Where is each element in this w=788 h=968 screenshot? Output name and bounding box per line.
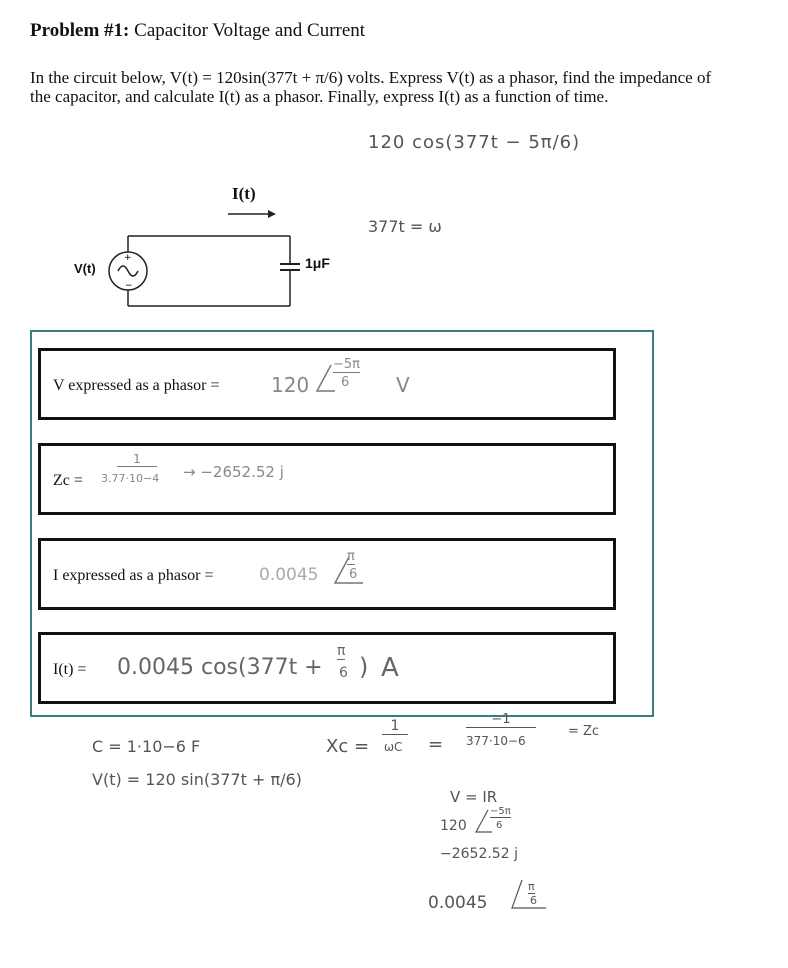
problem-title-bold: Problem #1:: [30, 20, 130, 41]
note-xc-rhs: = Zc: [568, 724, 600, 739]
i-phasor-magnitude: 0.0045: [259, 565, 319, 585]
problem-title: [30, 20, 365, 42]
it-unit: A: [381, 653, 399, 683]
problem-description: In the circuit below, V(t) = 120sin(377t + π/6) volts. Express V(t) as a phasor, find the impedance of the capacitor, and calculate I(t) as a phasor. Finally, express I(t) as a function of time.: [30, 68, 712, 106]
capacitor-label: 1μF: [305, 255, 330, 271]
note-xc-lhs: Xc =: [326, 736, 370, 757]
source-label: V(t): [74, 261, 96, 276]
zc-frac-den: 3.77·10−4: [101, 472, 160, 485]
zc-frac-num: 1: [117, 452, 157, 467]
answer-box-it: [38, 632, 616, 704]
v-phasor-magnitude: 120: [271, 373, 310, 397]
note-v-phasor-mag: 120: [440, 818, 467, 834]
zc-result: → −2652.52 j: [183, 463, 284, 481]
note-xc-den1: ωC: [384, 740, 403, 754]
zc-label: Zc =: [53, 472, 83, 489]
angle-symbol-icon: [472, 806, 492, 836]
v-phasor-angle-num: −5π: [333, 357, 360, 372]
note-vir: V = IR: [450, 788, 498, 806]
svg-text:+: +: [124, 253, 132, 263]
note-c-value: C = 1·10−6 F: [92, 737, 201, 756]
note-xc-den2: 377·10−6: [466, 734, 526, 748]
note-xc-num1: 1: [382, 718, 408, 735]
i-phasor-angle-num: π: [347, 549, 355, 564]
current-label: I(t): [232, 184, 256, 203]
i-phasor-angle-den: 6: [349, 567, 358, 582]
note-vt: V(t) = 120 sin(377t + π/6): [92, 770, 302, 789]
i-phasor-label: I expressed as a phasor =: [53, 567, 214, 584]
note-divide-by: −2652.52 j: [440, 846, 518, 862]
capacitor-icon: [280, 264, 300, 270]
circuit-diagram: [60, 180, 370, 320]
note-v-phasor-ang-den: 6: [496, 820, 503, 831]
note-v-phasor-ang-num: −5π: [490, 806, 511, 817]
note-i-result-ang-num: π: [528, 880, 535, 893]
note-i-result-ang-den: 6: [530, 894, 537, 907]
answer-box-i-phasor: [38, 538, 616, 610]
svg-text:−: −: [125, 281, 133, 291]
problem-title-rest: Capacitor Voltage and Current: [129, 20, 366, 41]
v-phasor-label: V expressed as a phasor =: [53, 377, 220, 394]
answer-box-zc: [38, 443, 616, 515]
it-frac-num: π: [337, 643, 346, 659]
v-phasor-angle-den: 6: [341, 375, 350, 390]
it-label: I(t) =: [53, 661, 87, 678]
angle-symbol-icon: [313, 361, 335, 395]
current-arrow-icon: [228, 210, 276, 218]
note-xc-num2: −1: [466, 712, 536, 728]
note-top-cos: 120 cos(377t − 5π/6): [368, 132, 581, 153]
ac-source-icon: [109, 252, 147, 291]
answer-box-v-phasor: [38, 348, 616, 420]
note-xc-eq: =: [428, 734, 444, 755]
note-omega: 377t = ω: [368, 217, 442, 236]
it-value: 0.0045 cos(377t +: [117, 655, 323, 680]
it-frac-den: 6: [339, 665, 348, 681]
note-i-result-mag: 0.0045: [428, 893, 488, 913]
it-close-paren: ): [359, 653, 369, 681]
v-phasor-unit: V: [396, 373, 410, 397]
